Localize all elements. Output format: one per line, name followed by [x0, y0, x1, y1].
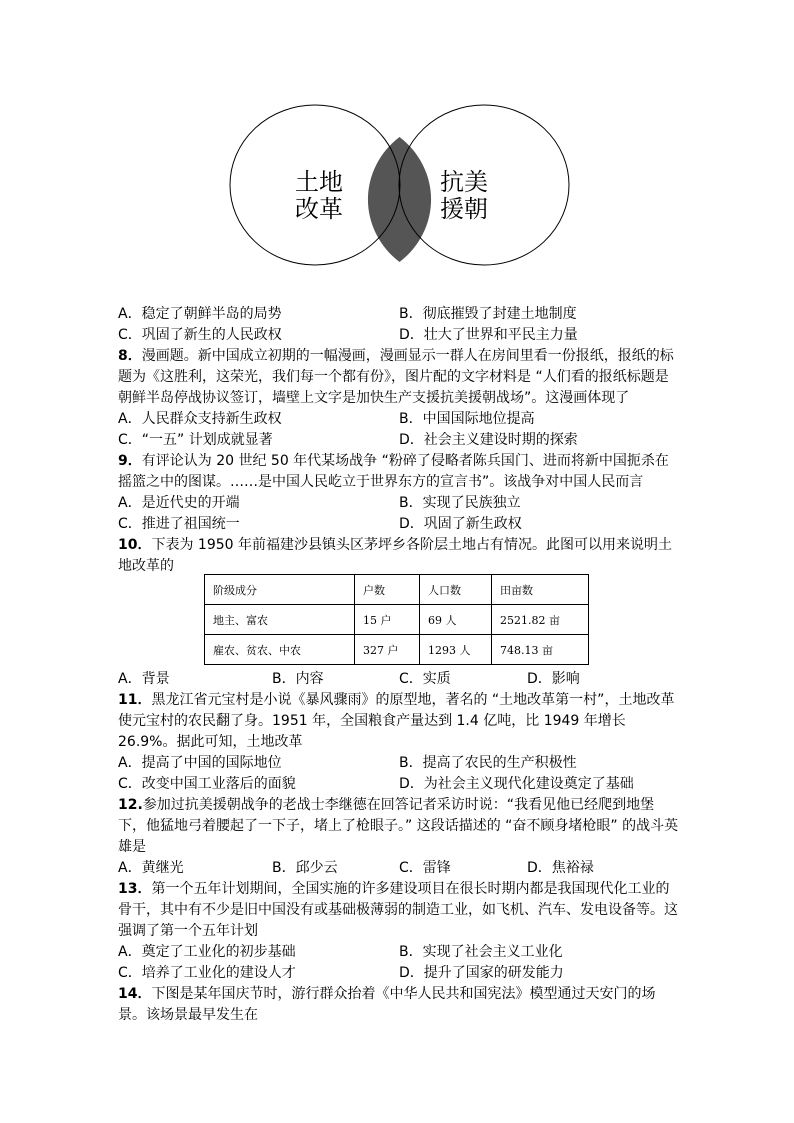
- q9-option-d: D．巩固了新生政权: [399, 516, 522, 532]
- venn-overlap: [368, 137, 431, 262]
- q13-option-c: C．培养了工业化的建设人才: [118, 965, 296, 981]
- q13-text: 第一个五年计划期间，全国实施的许多建设项目在很长时期内都是我国现代化工业的骨干，其中有不少是旧中国没有或基础极薄弱的制造工业，如飞机、汽车、发电设备等。这强调了第一个五年计划: [118, 881, 678, 939]
- table-row: [205, 635, 589, 665]
- q13-option-b: B．实现了社会主义工业化: [399, 944, 563, 960]
- q7-option-a: A．稳定了朝鲜半岛的局势: [118, 306, 282, 322]
- q11-text: 黑龙江省元宝村是小说《暴风骤雨》的原型地，著名的 “土地改革第一村”，土地改革使元宝村的农民翻了身。1951 年，全国粮食产量达到 1.4 亿吨，比 1949 年增长 26.9%。据此可知，土地改革: [118, 692, 675, 750]
- q8-option-d: D．社会主义建设时期的探索: [399, 432, 578, 448]
- q11-option-b: B．提高了农民的生产积极性: [399, 755, 577, 771]
- q11-number: 11．: [118, 692, 152, 708]
- table-cell: 69 人: [420, 605, 492, 635]
- table-header-row: [205, 575, 589, 605]
- table-header-cell: 阶级成分: [205, 575, 355, 605]
- table-cell: 雇农、贫农、中农: [205, 635, 355, 665]
- table-cell: 地主、富农: [205, 605, 355, 635]
- venn-right-label-1: 抗美: [440, 168, 488, 196]
- q12-option-a: A．黄继光: [118, 860, 184, 876]
- table-cell: 748.13 亩: [492, 635, 589, 665]
- table-cell: 15 户: [355, 605, 420, 635]
- q7-option-c: C．巩固了新生的人民政权: [118, 327, 282, 343]
- q8-option-a: A．人民群众支持新生政权: [118, 411, 282, 427]
- table-cell: 327 户: [355, 635, 420, 665]
- q8-number: 8．: [118, 348, 142, 364]
- table-row: [205, 605, 589, 635]
- q13-number: 13．: [118, 881, 152, 897]
- land-ownership-table: [204, 574, 589, 665]
- q10-option-a: A．背景: [118, 671, 170, 687]
- q13-option-a: A．奠定了工业化的初步基础: [118, 944, 296, 960]
- q12-stem: [118, 795, 680, 858]
- q12-number: 12.: [118, 797, 143, 813]
- q10-option-c: C．实质: [399, 671, 451, 687]
- venn-left-label-1: 土地: [295, 168, 343, 196]
- q11-option-a: A．提高了中国的国际地位: [118, 755, 282, 771]
- q13-option-d: D．提升了国家的研发能力: [399, 965, 564, 981]
- q9-stem: [118, 451, 680, 493]
- q14-text: 下图是某年国庆节时，游行群众抬着《中华人民共和国宪法》模型通过天安门的场景。该场景最早发生在: [118, 986, 656, 1023]
- q8-option-c: C．“一五” 计划成就显著: [118, 432, 273, 448]
- q10-option-b: B．内容: [272, 671, 324, 687]
- q9-text: 有评论认为 20 世纪 50 年代某场战争 “粉碎了侵略者陈兵国门、进而将新中国扼杀在摇篮之中的图谋。……是中国人民屹立于世界东方的宣言书”。该战争对中国人民而言: [118, 453, 669, 490]
- q9-option-a: A．是近代史的开端: [118, 495, 240, 511]
- q10-text: 下表为 1950 年前福建沙县镇头区茅坪乡各阶层土地占有情况。此图可以用来说明土地改革的: [118, 537, 673, 574]
- venn-diagram: [228, 104, 570, 266]
- q8-stem: [118, 346, 680, 409]
- q11-option-c: C．改变中国工业落后的面貌: [118, 776, 296, 792]
- q8-text: 漫画题。新中国成立初期的一幅漫画，漫画显示一群人在房间里看一份报纸，报纸的标题为《这胜利，这荣光，我们每一个都有份》，图片配的文字材料是 “人们看的报纸标题是朝鲜半岛停战协议签订，墙壁上文字是加快生产支援抗美援朝战场”。这漫画体现了: [118, 348, 674, 406]
- q7-option-d: D．壮大了世界和平民主力量: [399, 327, 578, 343]
- q14-stem: [118, 984, 680, 1026]
- q10-number: 10．: [118, 537, 152, 553]
- table-cell: 1293 人: [420, 635, 492, 665]
- table-header-cell: 户数: [355, 575, 420, 605]
- q9-number: 9．: [118, 453, 142, 469]
- q10-stem: [118, 535, 680, 577]
- q14-number: 14．: [118, 986, 152, 1002]
- table-header-cell: 人口数: [420, 575, 492, 605]
- table-header-cell: 田亩数: [492, 575, 589, 605]
- q12-option-c: C．雷锋: [399, 860, 451, 876]
- q11-option-d: D．为社会主义现代化建设奠定了基础: [399, 776, 634, 792]
- q13-stem: [118, 879, 680, 942]
- q12-text: 参加过抗美援朝战争的老战士李继德在回答记者采访时说：“我看见他已经爬到地堡下，他猛地弓着腰起了一下子，堵上了枪眼子。” 这段话描述的 “奋不顾身堵枪眼” 的战斗英雄是: [118, 797, 679, 855]
- venn-right-label-2: 援朝: [440, 195, 488, 223]
- q9-option-c: C．推进了祖国统一: [118, 516, 240, 532]
- table-cell: 2521.82 亩: [492, 605, 589, 635]
- venn-left-label-2: 改革: [295, 195, 343, 223]
- q11-stem: [118, 690, 680, 753]
- q10-option-d: D．影响: [527, 671, 580, 687]
- q9-option-b: B．实现了民族独立: [399, 495, 521, 511]
- q8-option-b: B．中国国际地位提高: [399, 411, 535, 427]
- q12-option-d: D．焦裕禄: [527, 860, 594, 876]
- q7-option-b: B．彻底摧毁了封建土地制度: [399, 306, 577, 322]
- q12-option-b: B．邱少云: [272, 860, 338, 876]
